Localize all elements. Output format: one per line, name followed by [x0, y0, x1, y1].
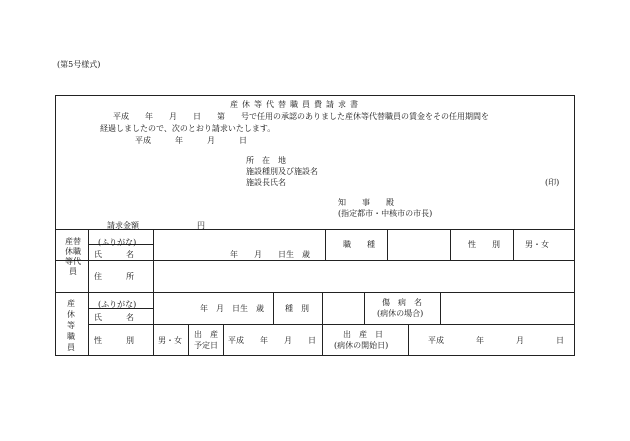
document-title: 産休等代替職員費請求書	[230, 100, 362, 109]
leave-disease-note: (病休の場合)	[377, 309, 424, 318]
substitute-name-label: 氏 名	[94, 250, 134, 259]
birth-due-label-2: 予定日	[194, 341, 218, 350]
substitute-section-label: 産替休職等代員	[65, 237, 81, 276]
birth-date-value: 平成 年 月 日	[428, 336, 564, 345]
birth-date-label: 出 産 日	[343, 330, 383, 339]
birth-date-note: (病休の開始日)	[334, 341, 389, 350]
seal-mark: (印)	[545, 178, 560, 187]
substitute-gender-value[interactable]: 男・女	[525, 240, 549, 249]
leave-type-label: 種 別	[285, 304, 309, 313]
claim-amount-label: 請求金額	[107, 221, 139, 230]
facility-head-label: 施設長氏名	[246, 178, 286, 187]
body-line-2: 経過しましたので、次のとおり請求いたします。	[100, 124, 276, 133]
recipient: 知 事 殿	[338, 198, 394, 207]
substitute-job-type: 職 種	[343, 240, 375, 249]
substitute-furigana: (ふりがな)	[98, 238, 137, 247]
leave-birth: 年 月 日生 歳	[200, 304, 264, 313]
facility-type-label: 施設種別及び施設名	[246, 167, 318, 176]
birth-due-label-1: 出 産	[194, 330, 218, 339]
yen-label: 円	[197, 221, 205, 230]
substitute-birth: 年 月 日生 歳	[230, 250, 310, 259]
address-label: 所 在 地	[246, 156, 286, 165]
date-line: 平成 年 月 日	[135, 136, 247, 145]
leave-name-label: 氏 名	[94, 313, 134, 322]
leave-staff-section-label: 産休等職員	[67, 299, 75, 352]
leave-gender-label: 性 別	[94, 336, 134, 345]
recipient-note: (指定都市・中核市の市長)	[338, 209, 433, 218]
birth-due-value: 平成 年 月 日	[228, 336, 316, 345]
substitute-gender-label: 性 別	[468, 240, 500, 249]
substitute-address-label: 住 所	[94, 272, 134, 281]
body-line-1: 平成 年 月 日 第 号で任用の承認のありました産休等代替職員の賃金をその任用期間を	[113, 112, 489, 121]
leave-furigana: (ふりがな)	[98, 300, 137, 309]
form-number: (第5号様式)	[57, 60, 101, 69]
leave-disease-label: 傷 病 名	[382, 298, 422, 307]
leave-gender-value[interactable]: 男・女	[158, 336, 182, 345]
